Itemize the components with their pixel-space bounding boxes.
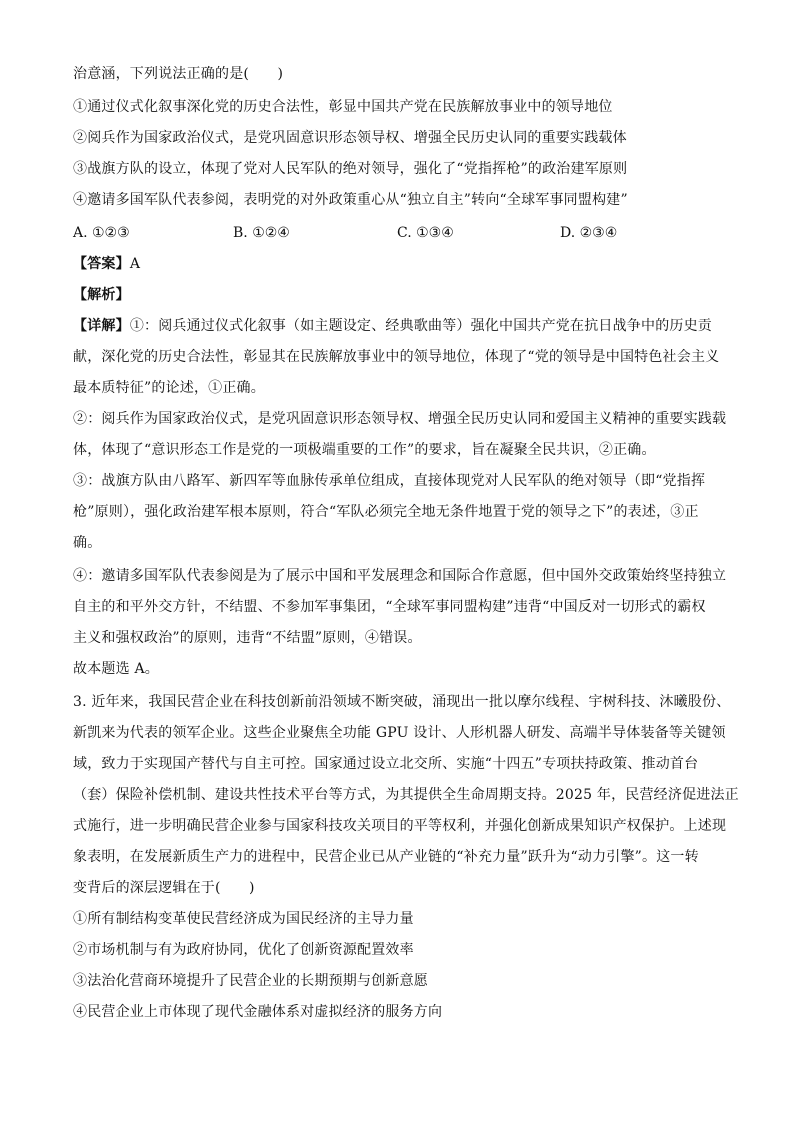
analysis-line: 主义和强权政治”的原则，违背“不结盟”原则，④错误。 — [73, 630, 422, 646]
analysis-line: 枪”原则），强化政治建军根本原则，符合“军队必须完全地无条件地置于党的领导之下”的表述，③正 — [73, 504, 699, 520]
question3-stem-line: 变背后的深层逻辑在于( ) — [73, 880, 255, 896]
statement-item: ④民营企业上市体现了现代金融体系对虚拟经济的服务方向 — [73, 1004, 443, 1020]
option-b: B. ①②④ — [233, 225, 290, 241]
analysis-line: 献，深化党的历史合法性，彰显其在民族解放事业中的领导地位，体现了“党的领导是中国特色社会主义 — [73, 349, 720, 365]
statement-item: ①通过仪式化叙事深化党的历史合法性，彰显中国共产党在民族解放事业中的领导地位 — [73, 99, 613, 115]
analysis-line — [73, 316, 712, 336]
analysis-line: ③：战旗方队由八路军、新四军等血脉传承单位组成，直接体现党对人民军队的绝对领导（即“党指挥 — [73, 473, 706, 489]
question3-stem-line: 象表明，在发展新质生产力的进程中，民营企业已从产业链的“补充力量”跃升为“动力引擎”。这一转 — [73, 849, 699, 865]
statement-item: ①所有制结构变革使民营经济成为国民经济的主导力量 — [73, 911, 414, 927]
option-a: A. ①②③ — [73, 225, 130, 241]
statement-item: ③法治化营商环境提升了民营企业的长期预期与创新意愿 — [73, 973, 428, 989]
analysis-line: ②：阅兵作为国家政治仪式，是党巩固意识形态领导权、增强全民历史认同和爱国主义精神的重要实践载 — [73, 411, 727, 427]
analysis-line: 自主的和平外交方针，不结盟、不参加军事集团，“全球军事同盟构建”违背“中国反对一切形式的霸权 — [73, 599, 706, 615]
option-c: C. ①③④ — [397, 225, 454, 241]
answer-line — [73, 254, 140, 274]
answer-value: A — [129, 256, 141, 272]
answer-label: 【答案】 — [73, 256, 130, 272]
statement-item: ②市场机制与有为政府协同，优化了创新资源配置效率 — [73, 942, 414, 958]
detail-label: 【详解】 — [73, 318, 130, 334]
statement-item: ③战旗方队的设立，体现了党对人民军队的绝对领导，强化了“党指挥枪”的政治建军原则 — [73, 161, 628, 177]
question3-stem-line: 3. 近年来，我国民营企业在科技创新前沿领域不断突破，涌现出一批以摩尔线程、宇树科技、沐曦股份、 — [73, 694, 731, 710]
question3-stem-line: 新凯来为代表的领军企业。这些企业聚焦全功能 GPU 设计、人形机器人研发、高端半导体装备等关键领 — [73, 725, 726, 741]
question-stem-tail: 治意涵，下列说法正确的是( ) — [73, 66, 284, 82]
analysis-line: 最本质特征”的论述，①正确。 — [73, 380, 265, 396]
question3-stem-line: （套）保险补偿机制、建设共性技术平台等方式，为其提供全生命周期支持。2025 年，民营经济促进法正 — [73, 787, 739, 803]
analysis-line: ④：邀请多国军队代表参阅是为了展示中国和平发展理念和国际合作意愿，但中国外交政策始终坚持独立 — [73, 568, 727, 584]
analysis-line: 故本题选 A。 — [73, 661, 159, 677]
question3-stem-line: 域，致力于实现国产替代与自主可控。国家通过设立北交所、实施“十四五”专项扶持政策、推动首台 — [73, 756, 699, 772]
statement-item: ②阅兵作为国家政治仪式，是党巩固意识形态领导权、增强全民历史认同的重要实践载体 — [73, 130, 627, 146]
analysis-line: 确。 — [73, 535, 102, 551]
question3-stem-line: 式施行，进一步明确民营企业参与国家科技攻关项目的平等权利，并强化创新成果知识产权保护。上述现 — [73, 818, 727, 834]
analysis-text: ①：阅兵通过仪式化叙事（如主题设定、经典歌曲等）强化中国共产党在抗日战争中的历史贡 — [129, 318, 713, 334]
option-d: D. ②③④ — [560, 225, 618, 241]
statement-item: ④邀请多国军队代表参阅，表明党的对外政策重心从“独立自主”转向“全球军事同盟构建” — [73, 192, 628, 208]
analysis-label: 【解析】 — [73, 287, 130, 303]
analysis-line: 体，体现了“意识形态工作是党的一项极端重要的工作”的要求，旨在凝聚全民共识，②正确。 — [73, 442, 656, 458]
